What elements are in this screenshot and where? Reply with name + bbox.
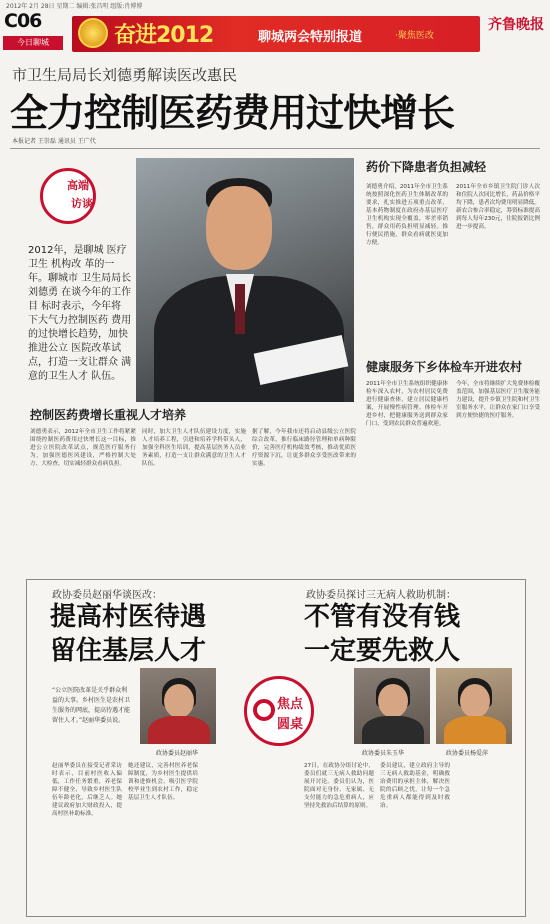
photo-caption: 政协委员朱玉华	[362, 750, 405, 757]
panel-headline: 不管有没有钱	[304, 602, 461, 632]
badge-text: 焦点	[277, 697, 304, 712]
article-column: 同时，加大卫生人才队伍建设力度，实施人才培养工程，引进和培养学科带头人，加强全科医生培训，提高基层医务人员业务素质，打造一支让群众满意的卫生人才队伍。	[142, 429, 246, 467]
panel-kicker: 政协委员赵丽华谈医改：	[52, 590, 162, 601]
article-column: 据了解，今年我市还将启动县级公立医院综合改革，推行临床路径管理和单病种限价，完善医疗机构绩效考核，推动优质医疗资源下沉，让更多群众享受医改带来的实惠。	[252, 429, 356, 467]
banner-subtitle: ·聚焦医改	[395, 31, 434, 41]
pull-quote: “公立医院改革是关乎群众利益的大事。乡村医生是农村卫生服务的网底，提高待遇才能留住人才。”赵丽华委员说。	[52, 687, 131, 724]
article-column: 她还建议，完善村医养老保障制度，为乡村医生提供培训和进修机会，吸引医学院校毕业生到农村工作，稳定基层卫生人才队伍。	[128, 763, 198, 801]
delegate-photo	[354, 668, 430, 744]
focus-roundtable-badge	[244, 676, 314, 746]
article-column: 赵丽华委员在接受记者采访时表示，目前村医收入偏低，工作任务繁重，养老保障不健全，导致乡村医生队伍年龄老化，后继乏人。她建议政府加大财政投入，提高村医补助标准。	[52, 763, 122, 817]
photo-caption: 政协委员赵丽华	[156, 750, 199, 757]
banner-title: 聊城两会特别报道	[258, 30, 363, 45]
section-heading: 健康服务下乡体检车开进农村	[366, 360, 523, 374]
badge-text: 圆桌	[277, 717, 304, 732]
badge-text: 高端	[67, 179, 89, 192]
article-column: 今年，全市将继续扩大免费体检覆盖范围，加强基层医疗卫生服务能力建设，提升乡镇卫生院和村卫生室服务水平，让群众在家门口享受到方便快捷的医疗服务。	[456, 381, 540, 419]
photo-caption: 政协委员杨爱萍	[446, 750, 489, 757]
delegate-photo	[436, 668, 512, 744]
article-column: 委员建议，建立政府主导的三无病人救助基金，明确救治费用的承担主体，解决医院的后顾之忧，让每一个急危重病人都能得到及时救治。	[380, 763, 450, 809]
article-kicker: 市卫生局局长刘德勇解读医改惠民	[12, 66, 238, 84]
interview-badge	[40, 168, 96, 224]
article-column: 2011年全市卫生系统组织健康体检车深入农村，为农村居民免费进行健康查体，建立居民健康档案，开展慢性病管理。体检车开进乡村，把健康服务送到群众家门口，受到农民群众普遍欢迎。	[366, 381, 448, 427]
emblem-icon	[78, 18, 108, 48]
article-column: 2011年全市乡镇卫生院门诊人次和住院人次同比增长，药品价格平均下降，患者次均费用明显降低。新农合参合率稳定，筹资标准提高到每人每年230元，住院报销比例进一步提高。	[456, 184, 540, 230]
section-heading: 控制医药费增长重视人才培养	[30, 408, 187, 422]
panel-headline: 提高村医待遇	[50, 602, 207, 632]
official-portrait-photo	[136, 158, 354, 402]
article-intro: 2012年，是聊城 医疗卫生 机构改 革的一年。聊城市 卫生局局长刘德勇 在谈今年的工作目 标时表示，今年将 下大气力控制医药 费用的过快增长趋势，加快推进公立 医院改革试点，打造一支让群众 满意的卫生人才 队伍。	[28, 245, 132, 382]
article-byline: 本报记者 王崇磊 通讯员 王广代	[12, 138, 96, 145]
section-heading: 药价下降患者负担减轻	[366, 160, 487, 174]
article-headline: 全力控制医药费用过快增长	[10, 90, 455, 135]
section-tag: 今日聊城	[3, 36, 63, 50]
panel-kicker: 政协委员探讨三无病人救助机制：	[306, 590, 456, 601]
article-column: 27日，在政协分组讨论中，委员们就三无病人救助问题展开讨论。委员们认为，医院面对无身份、无家属、无支付能力的急危重病人，应坚持先救治后结算的原则。	[304, 763, 374, 809]
page-number: C06	[4, 10, 42, 32]
delegate-photo	[140, 668, 216, 744]
paper-logo: 齐鲁晚报	[488, 17, 544, 33]
article-column: 刘德勇介绍，2011年全市卫生系统按照深化医药卫生体制改革的要求，扎实推进五项重点改革，基本药物制度在政府办基层医疗卫生机构实现全覆盖，零差率销售，群众用药负担明显减轻。推行便民措施，群众看病就医更加方便。	[366, 184, 448, 246]
article-column: 刘德勇表示，2012年全市卫生工作将紧紧围绕控制医药费用过快增长这一目标，推进公立医院改革试点，规范医疗服务行为，加强医德医风建设，严格控制大处方、大检查，切实减轻群众看病负担。	[30, 429, 136, 467]
badge-text: 访谈	[71, 197, 93, 210]
issue-date-line: 2012年 2月 28日 星期二 编辑:张昌明 组版:肖博博	[6, 3, 143, 10]
panel-headline: 留住基层人才	[50, 636, 207, 666]
divider	[10, 148, 540, 149]
panel-headline: 一定要先救人	[304, 636, 461, 666]
banner-slogan: 奋进2012	[114, 23, 214, 48]
